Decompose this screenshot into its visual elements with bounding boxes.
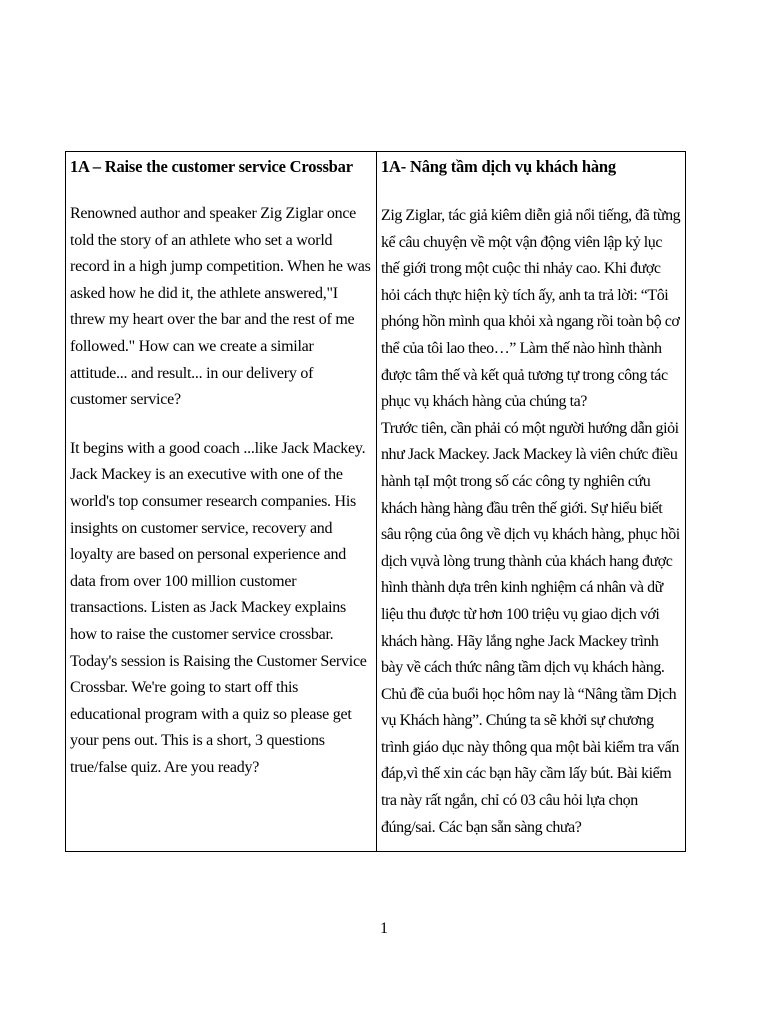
bilingual-table bbox=[65, 151, 686, 852]
vietnamese-heading: 1A- Nâng tầm dịch vụ khách hàng bbox=[381, 157, 616, 176]
english-paragraph-1: Renowned author and speaker Zig Ziglar once told the story of an athlete who set a world record in a high jump competition. When he was asked how he did it, the athlete answered,"I threw my heart over the bar and the rest of me followed." How can we create a similar attitude... and result... in our delivery of customer service? bbox=[70, 205, 371, 409]
vietnamese-paragraph-1: Zig Ziglar, tác giả kiêm diễn giả nổi tiếng, đã từng kể câu chuyện về một vận động viên lập kỷ lục thế giới trong một cuộc thi nhảy cao. Khi được hỏi cách thực hiện kỳ tích ấy, anh ta trả lời: “Tôi phóng hồn mình qua khỏi xà ngang rồi toàn bộ cơ thể của tôi lao theo…” Làm thế nào hình thành được tâm thế và kết quả tương tự trong công tác phục vụ khách hàng của chúng ta? bbox=[381, 207, 681, 411]
vietnamese-paragraph-2: Trước tiên, cần phải có một người hướng dẫn giỏi như Jack Mackey. Jack Mackey là viên chức điều hành tạI một trong số các công ty nghiên cứu khách hàng hàng đầu trên thế giới. Sự hiểu biết sâu rộng của ông về dịch vụ khách hàng, phục hồi dịch vụvà lòng trung thành của khách hang được hình thành dựa trên kinh nghiệm cá nhân và dữ liệu thu được từ hơn 100 triệu vụ giao dịch với khách hàng. Hãy lắng nghe Jack Mackey trình bày về cách thức nâng tầm dịch vụ khách hàng. Chủ đề của buổi học hôm nay là “Nâng tầm Dịch vụ Khách hàng”. Chúng ta sẽ khởi sự chương trình giáo dục này thông qua một bài kiểm tra vấn đáp,vì thế xin các bạn hãy cầm lấy bút. Bài kiểm tra này rất ngắn, chỉ có 03 câu hỏi lựa chọn đúng/sai. Các bạn sẵn sàng chưa? bbox=[381, 419, 680, 836]
vietnamese-column bbox=[377, 152, 685, 851]
english-heading: 1A – Raise the customer service Crossbar bbox=[70, 157, 353, 176]
english-column bbox=[66, 152, 377, 851]
english-paragraph-2: It begins with a good coach ...like Jack Mackey. Jack Mackey is an executive with one of the world's top consumer research companies. His insights on customer service, recovery and loyalty are based on personal experience and data from over 100 million customer transactions. Listen as Jack Mackey explains how to raise the customer service crossbar. Today's session is Raising the Customer Service Crossbar. We're going to start off this educational program with a quiz so please get your pens out. This is a short, 3 questions true/false quiz. Are you ready? bbox=[70, 439, 367, 776]
page-number: 1 bbox=[380, 920, 388, 937]
